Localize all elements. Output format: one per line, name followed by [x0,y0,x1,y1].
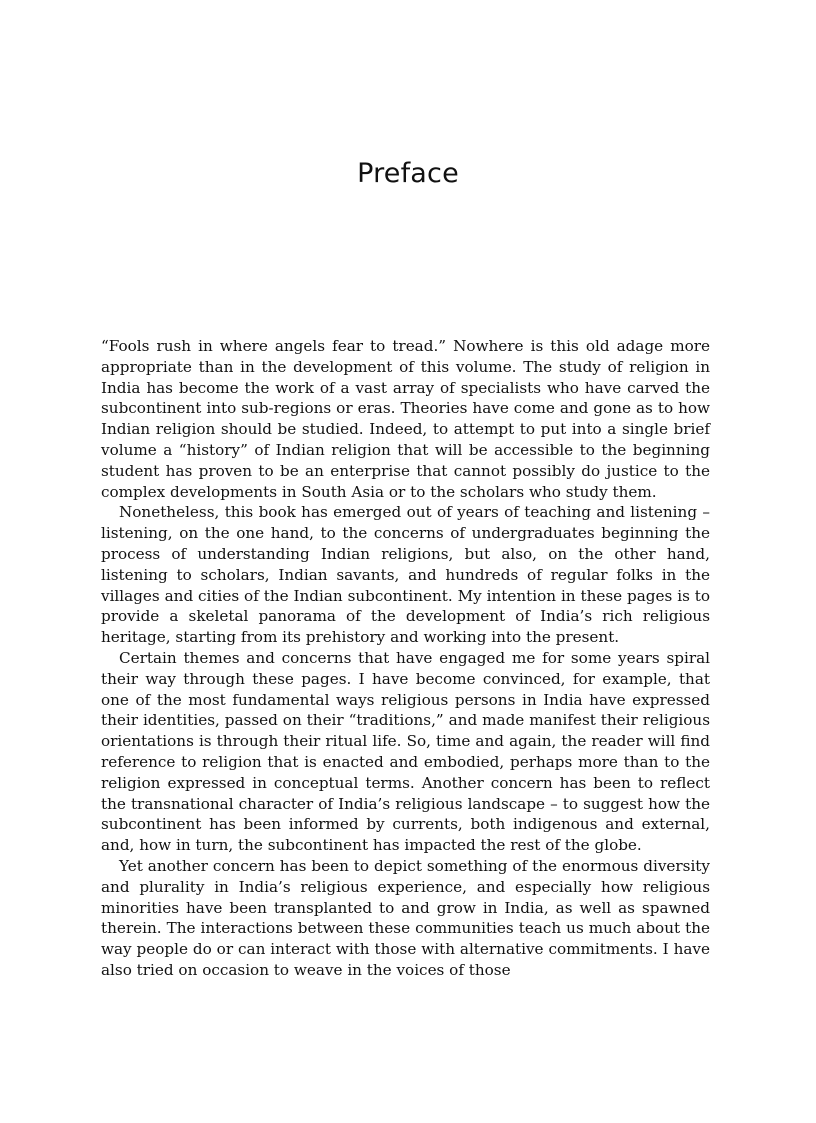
paragraph-3: Certain themes and concerns that have engaged me for some years spiral their way through these pages. I have become convinced, for example, that one of the most fundamental ways religious persons in India have expressed their identities, passed on their “traditions,” and made manifest their religious orientations is through their ritual life. So, time and again, the reader will find reference to religion that is enacted and embodied, perhaps more than to the religion expressed in conceptual terms. Another concern has been to reflect the transnational character of India’s religious landscape – to suggest how the subcontinent has been informed by currents, both indigenous and external, and, how in turn, the subcontinent has impacted the rest of the globe. [101,648,710,855]
page-title: Preface [357,158,459,189]
body-text [101,336,710,981]
paragraph-4: Yet another concern has been to depict something of the enormous diversity and plurality in India’s religious experience, and especially how religious minorities have been transplanted to and grow in India, as well as spawned therein. The interactions between these communities teach us much about the way people do or can interact with those with alternative commitments. I have also tried on occasion to weave in the voices of those [101,856,710,979]
paragraph-2: Nonetheless, this book has emerged out of years of teaching and listening – listening, on the one hand, to the concerns of undergraduates beginning the process of understanding Indian religions, but also, on the other hand, listening to scholars, Indian savants, and hundreds of regular folks in the villages and cities of the Indian subcontinent. My intention in these pages is to provide a skeletal panorama of the development of India’s rich religious heritage, starting from its prehistory and working into the present. [101,503,710,647]
paragraph-1: “Fools rush in where angels fear to tread.” Nowhere is this old adage more appropriate than in the development of this volume. The study of religion in India has become the work of a vast array of specialists who have carved the subcontinent into sub-regions or eras. Theories have come and gone as to how Indian religion should be studied. Indeed, to attempt to put into a single brief volume a “history” of Indian religion that will be accessible to the beginning student has proven to be an enterprise that cannot possibly do justice to the complex developments in South Asia or to the scholars who study them. [101,337,710,501]
